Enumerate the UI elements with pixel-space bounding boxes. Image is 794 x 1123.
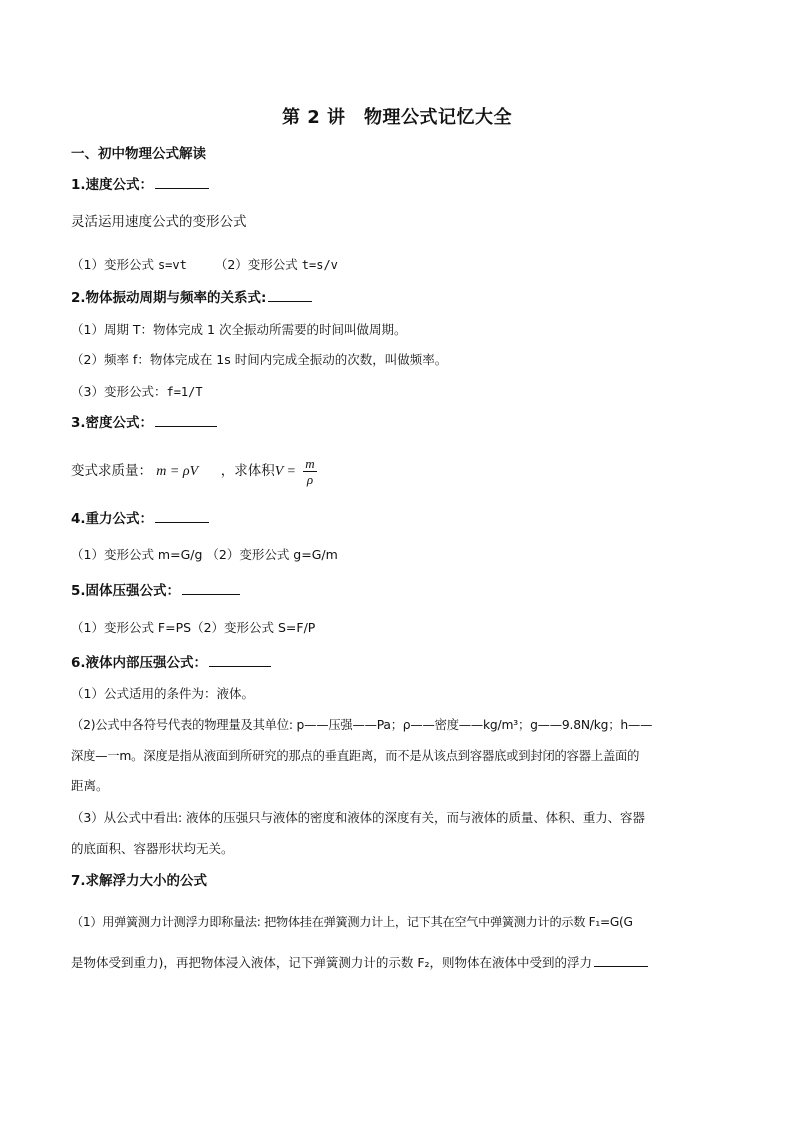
fraction-numerator: m xyxy=(305,455,315,471)
fraction-denominator: ρ xyxy=(306,471,314,487)
period-item-2: （2）频率 f：物体完成在 1s 时间内完成全振动的次数，叫做频率。 xyxy=(71,352,448,367)
density-volume-label: ，求体积 xyxy=(220,463,275,479)
pressure-heading: 5.固体压强公式： xyxy=(71,583,181,599)
pressure-heading-row xyxy=(71,581,731,600)
buoyancy-item-1-text: 是物体受到重力)，再把物体浸入液体，记下弹簧测力计的示数 F₂，则物体在液体中受到的浮力 xyxy=(71,955,593,970)
answer-blank xyxy=(155,509,209,523)
speed-heading-row xyxy=(71,175,731,194)
liquid-heading: 6.液体内部压强公式： xyxy=(71,655,208,671)
period-item-3-label: （3）变形公式： xyxy=(71,384,167,399)
speed-variant-1-formula: s=vt xyxy=(157,258,187,272)
pressure-variants: （1）变形公式 F=PS（2）变形公式 S=F/P xyxy=(71,620,316,635)
answer-blank xyxy=(155,175,209,189)
gravity-heading: 4.重力公式： xyxy=(71,511,154,527)
page-title: 第 2 讲 物理公式记忆大全 xyxy=(281,107,513,128)
speed-variants xyxy=(71,256,731,274)
liquid-item-3-line-2: 的底面积、容器形状均无关。 xyxy=(71,841,234,856)
liquid-item-2-line-1: （2)公式中各符号代表的物理量及其单位: p——压强——Pa；ρ——密度——kg/m³；g——9.8N/kg；h—— xyxy=(71,718,653,732)
answer-blank xyxy=(268,288,312,302)
period-heading-row xyxy=(71,288,731,307)
period-heading: 2.物体振动周期与频率的关系式: xyxy=(71,290,267,306)
period-item-3 xyxy=(71,383,731,401)
density-volume-fraction xyxy=(303,456,316,487)
liquid-item-2-line-2: 深度—一m。深度是指从液面到所研究的那点的垂直距离，而不是从该点到容器底或到封闭的容器上盖面的 xyxy=(71,749,640,763)
buoyancy-item-1-line-2 xyxy=(71,953,731,972)
density-variants xyxy=(71,453,731,489)
speed-heading: 1.速度公式： xyxy=(71,177,154,193)
speed-variant-2-label: （2）变形公式 xyxy=(214,257,298,272)
buoyancy-item-1-line-1: （1）用弹簧测力计测浮力即称量法: 把物体挂在弹簧测力计上，记下其在空气中弹簧测力计的示数 F₁=G(G xyxy=(71,915,633,929)
density-heading-row xyxy=(71,413,731,432)
density-mass-formula: m = ρV xyxy=(156,464,199,479)
period-item-3-formula: f=1/T xyxy=(166,385,203,399)
liquid-heading-row xyxy=(71,653,731,672)
period-item-1: （1）周期 T：物体完成 1 次全振动所需要的时间叫做周期。 xyxy=(71,322,407,337)
gravity-heading-row xyxy=(71,509,731,528)
buoyancy-heading: 7.求解浮力大小的公式 xyxy=(71,873,208,889)
density-heading: 3.密度公式： xyxy=(71,415,154,431)
density-volume-lhs: V = xyxy=(274,464,296,479)
density-mass-label: 变式求质量： xyxy=(71,463,152,479)
answer-blank xyxy=(209,653,271,667)
liquid-item-3-line-1: （3）从公式中看出: 液体的压强只与液体的密度和液体的深度有关，而与液体的质量、体积、重力、容器 xyxy=(71,810,645,825)
gravity-variants: （1）变形公式 m=G/g （2）变形公式 g=G/m xyxy=(71,547,338,562)
answer-blank xyxy=(155,413,217,427)
liquid-item-2-line-3: 距离。 xyxy=(71,778,109,793)
answer-blank xyxy=(594,953,648,967)
speed-intro: 灵活运用速度公式的变形公式 xyxy=(71,214,247,230)
speed-variant-2-formula: t=s/v xyxy=(301,258,338,272)
liquid-item-1: （1）公式适用的条件为：液体。 xyxy=(71,686,254,701)
section-heading: 一、初中物理公式解读 xyxy=(71,146,206,162)
speed-variant-1-label: （1）变形公式 xyxy=(71,257,154,272)
answer-blank xyxy=(182,581,240,595)
